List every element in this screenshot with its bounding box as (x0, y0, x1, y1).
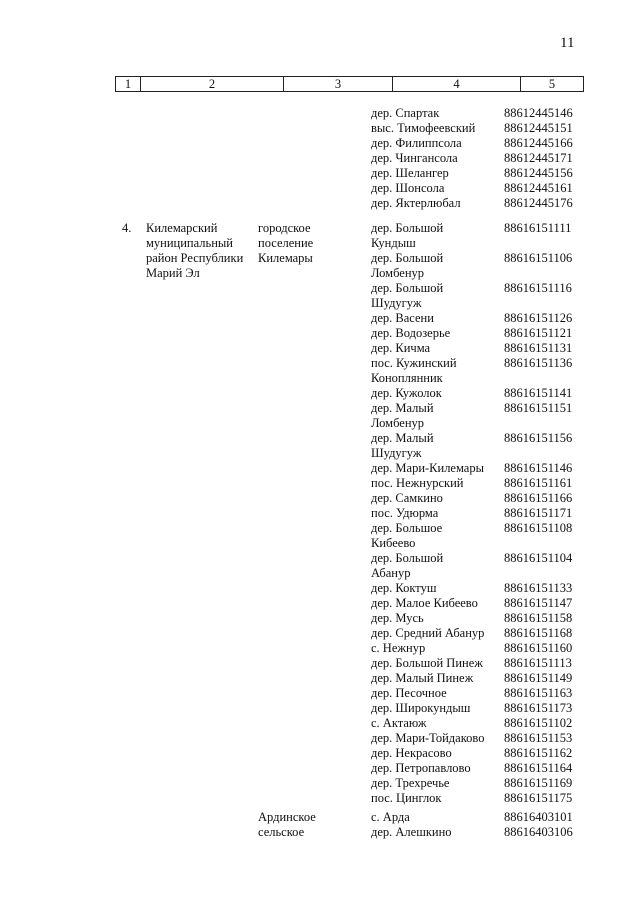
locality-code: 88616151116 (504, 281, 572, 295)
table-row (371, 311, 600, 326)
district-line: Марий Эл (146, 266, 200, 280)
settlement-line: Ардинское (258, 810, 316, 824)
table-row (371, 136, 600, 151)
locality-name: дер. Яктерлюбал (371, 196, 461, 210)
locality-code: 88612445176 (504, 196, 573, 210)
table-row (371, 196, 600, 211)
locality-name: дер. Петропавлово (371, 761, 471, 775)
settlement-line: Килемары (258, 251, 313, 265)
table-row (371, 356, 600, 371)
locality-name: пос. Удюрма (371, 506, 439, 520)
table-row (371, 656, 600, 671)
locality-code: 88616151161 (504, 476, 573, 490)
table-row (371, 731, 600, 746)
locality-name: дер. Песочное (371, 686, 447, 700)
locality-name: дер. Чингансола (371, 151, 458, 165)
locality-code: 88616151156 (504, 431, 573, 445)
locality-name: дер. Мари-Тойдаково (371, 731, 485, 745)
locality-name: дер. Малый (371, 401, 434, 415)
locality-code: 88616151163 (504, 686, 573, 700)
table-row (371, 686, 600, 701)
table-row (371, 341, 600, 356)
settlement-list-b (371, 221, 600, 806)
locality-name: дер. Васени (371, 311, 434, 325)
table-row (371, 181, 600, 196)
settlement-line: сельское (258, 825, 305, 839)
locality-name: дер. Малый Пинеж (371, 671, 474, 685)
locality-code: 88616151173 (504, 701, 573, 715)
table-row (371, 810, 600, 825)
locality-name: дер. Самкино (371, 491, 443, 505)
table-row (371, 551, 600, 566)
locality-name: дер. Спартак (371, 106, 440, 120)
locality-name: выс. Тимофеевский (371, 121, 476, 135)
district-line: район Республики (146, 251, 244, 265)
locality-code: 88616151131 (504, 341, 573, 355)
locality-code (504, 371, 600, 386)
locality-code: 88616151175 (504, 791, 573, 805)
locality-name: дер. Коктуш (371, 581, 437, 595)
locality-name: дер. Большой (371, 551, 444, 565)
locality-code: 88616151121 (504, 326, 573, 340)
locality-name: Ломбенур (371, 416, 425, 430)
table-row (371, 746, 600, 761)
locality-code: 88616151141 (504, 386, 573, 400)
locality-code: 88616151168 (504, 626, 573, 640)
table-row (371, 701, 600, 716)
table-row (371, 166, 600, 181)
locality-name: Кибеево (371, 536, 416, 550)
locality-code: 88616151166 (504, 491, 573, 505)
table-row (371, 221, 600, 236)
table-row (371, 416, 600, 431)
locality-code (504, 236, 600, 251)
locality-name: дер. Широкундыш (371, 701, 471, 715)
locality-name: пос. Нежнурский (371, 476, 464, 490)
settlement-type (258, 221, 313, 266)
locality-name: дер. Большой (371, 281, 444, 295)
locality-code (504, 446, 600, 461)
locality-code: 88612445171 (504, 151, 573, 165)
table-row (371, 671, 600, 686)
locality-code: 88616151158 (504, 611, 573, 625)
locality-code: 88612445166 (504, 136, 573, 150)
district-line: Килемарский (146, 221, 218, 235)
table-row (371, 791, 600, 806)
locality-name: Ломбенур (371, 266, 425, 280)
locality-code (504, 296, 600, 311)
header-col-1: 1 (116, 77, 141, 91)
settlement-line: поселение (258, 236, 314, 250)
table-row (371, 536, 600, 551)
locality-name: дер. Некрасово (371, 746, 452, 760)
locality-code: 88616151136 (504, 356, 573, 370)
header-col-4: 4 (393, 77, 521, 91)
locality-name: дер. Кужолок (371, 386, 442, 400)
table-row (371, 121, 600, 136)
table-row (371, 401, 600, 416)
locality-code: 88616151164 (504, 761, 573, 775)
locality-name: дер. Малое Кибеево (371, 596, 478, 610)
locality-code: 88616151126 (504, 311, 573, 325)
locality-name: дер. Шонсола (371, 181, 445, 195)
locality-name: пос. Цинглок (371, 791, 442, 805)
table-row (371, 236, 600, 251)
locality-name: дер. Водозерье (371, 326, 451, 340)
locality-code: 88616151102 (504, 716, 573, 730)
table-row (371, 596, 600, 611)
table-row (371, 386, 600, 401)
table-header (115, 76, 584, 92)
locality-name: Коноплянник (371, 371, 443, 385)
locality-code: 88616151111 (504, 221, 572, 235)
page-number: 11 (560, 35, 575, 51)
settlement-list-a (371, 106, 600, 211)
locality-code: 88616151146 (504, 461, 573, 475)
locality-code: 88616151108 (504, 521, 573, 535)
table-row (371, 566, 600, 581)
locality-name: дер. Шелангер (371, 166, 449, 180)
locality-name: дер. Трехречье (371, 776, 450, 790)
locality-code (504, 536, 600, 551)
header-col-5: 5 (548, 77, 556, 91)
table-row (371, 151, 600, 166)
locality-code: 88612445146 (504, 106, 573, 120)
locality-name: дер. Филиппсола (371, 136, 462, 150)
header-col-3: 3 (284, 77, 393, 91)
locality-code: 88616151133 (504, 581, 573, 595)
locality-code: 88616151113 (504, 656, 572, 670)
locality-code: 88616403106 (504, 825, 573, 839)
locality-code: 88612445151 (504, 121, 573, 135)
table-row (371, 761, 600, 776)
settlement-list-c (371, 810, 600, 840)
locality-code: 88616151147 (504, 596, 573, 610)
locality-code: 88616151169 (504, 776, 573, 790)
locality-code: 88616151153 (504, 731, 573, 745)
locality-name: Шудугуж (371, 296, 422, 310)
table-row (371, 266, 600, 281)
table-row (371, 581, 600, 596)
locality-name: дер. Большой Пинеж (371, 656, 483, 670)
locality-name: Шудугуж (371, 446, 422, 460)
table-row (371, 641, 600, 656)
district-line: муниципальный (146, 236, 233, 250)
table-row (371, 446, 600, 461)
locality-name: дер. Большое (371, 521, 443, 535)
locality-name: с. Актаюж (371, 716, 427, 730)
locality-name: дер. Алешкино (371, 825, 452, 839)
locality-name: Абанур (371, 566, 411, 580)
table-row (371, 106, 600, 121)
table-row (371, 611, 600, 626)
table-row (371, 626, 600, 641)
locality-code (504, 266, 600, 281)
locality-name: дер. Мусь (371, 611, 424, 625)
locality-code (504, 566, 600, 581)
locality-code (504, 416, 600, 431)
locality-code: 88616151151 (504, 401, 573, 415)
locality-code: 88616151162 (504, 746, 573, 760)
locality-code: 88612445161 (504, 181, 573, 195)
table-row (371, 491, 600, 506)
table-row (371, 326, 600, 341)
locality-code: 88616151171 (504, 506, 573, 520)
table-row (371, 296, 600, 311)
locality-name: дер. Малый (371, 431, 434, 445)
table-row (371, 371, 600, 386)
table-row (371, 431, 600, 446)
table-row (371, 476, 600, 491)
row-number: 4. (122, 221, 132, 235)
district-name (146, 221, 243, 281)
locality-name: дер. Большой (371, 251, 444, 265)
settlement-line: городское (258, 221, 311, 235)
table-row (371, 716, 600, 731)
table-row (371, 825, 600, 840)
settlement-type-2 (258, 810, 316, 840)
locality-name: дер. Мари-Килемары (371, 461, 485, 475)
locality-name: пос. Кужинский (371, 356, 457, 370)
table-row (371, 521, 600, 536)
locality-name: дер. Средний Абанур (371, 626, 485, 640)
locality-code: 88616403101 (504, 810, 573, 824)
locality-name: дер. Большой (371, 221, 444, 235)
locality-code: 88616151149 (504, 671, 573, 685)
header-col-2: 2 (141, 77, 284, 91)
locality-name: с. Арда (371, 810, 410, 824)
table-row (371, 281, 600, 296)
locality-code: 88612445156 (504, 166, 573, 180)
table-row (371, 461, 600, 476)
locality-name: Кундыш (371, 236, 416, 250)
locality-code: 88616151160 (504, 641, 573, 655)
locality-name: с. Нежнур (371, 641, 426, 655)
locality-code: 88616151104 (504, 551, 573, 565)
table-row (371, 776, 600, 791)
table-row (371, 251, 600, 266)
locality-code: 88616151106 (504, 251, 573, 265)
table-row (371, 506, 600, 521)
locality-name: дер. Кичма (371, 341, 431, 355)
